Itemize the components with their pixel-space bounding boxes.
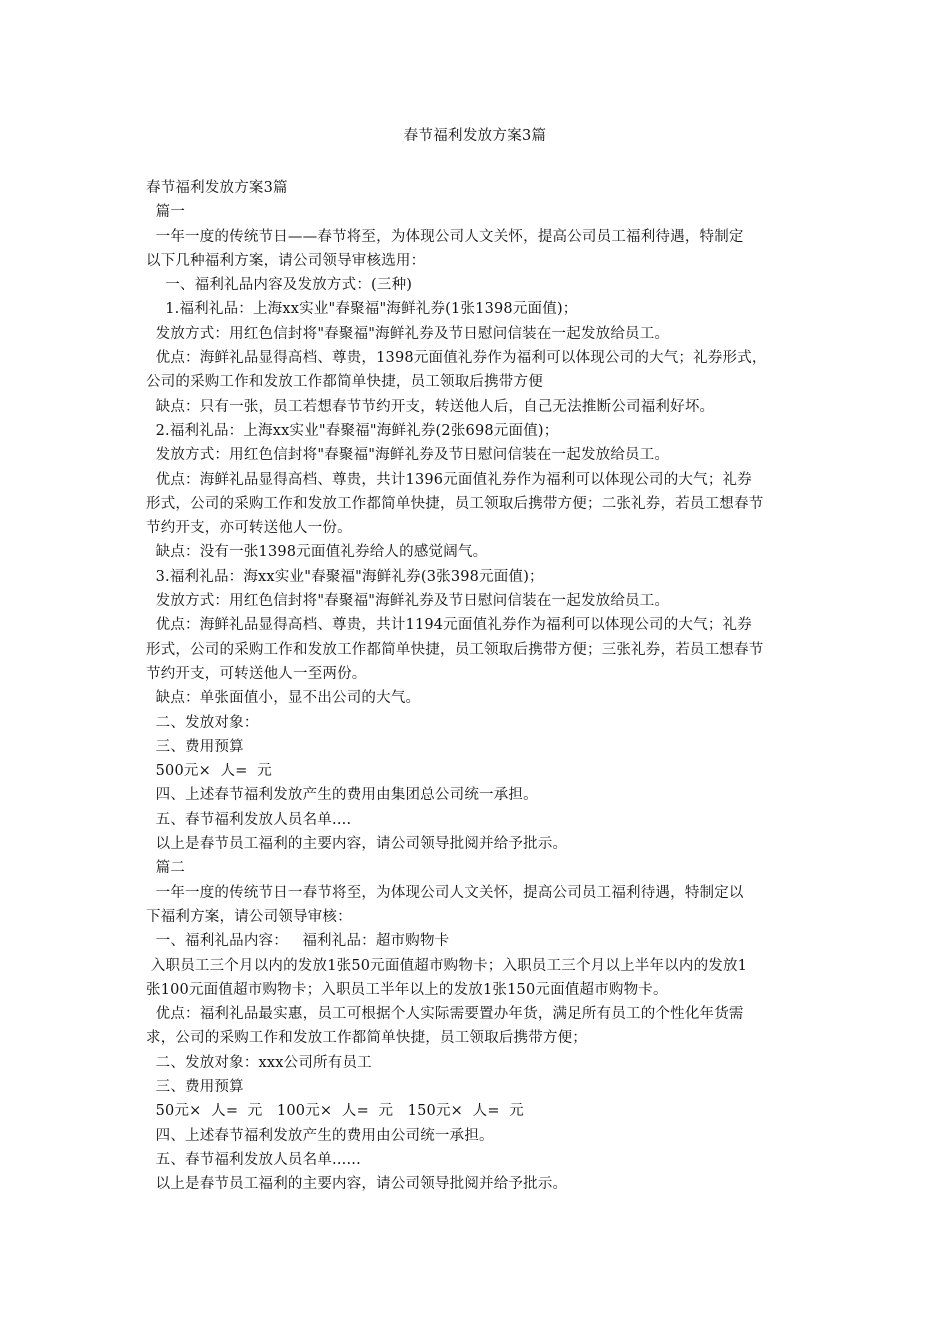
- body-line: 缺点：只有一张，员工若想春节节约开支，转送他人后，自己无法推断公司福利好坏。: [146, 398, 715, 415]
- document-title: 春节福利发放方案3篇: [403, 128, 547, 144]
- body-line: 三、费用预算: [146, 738, 244, 755]
- body-line: 优点：福利礼品最实惠，员工可根据个人实际需要置办年货，满足所有员工的个性化年货需: [146, 1006, 744, 1023]
- body-line: 节约开支，可转送他人一至两份。: [146, 665, 367, 682]
- body-line: 一、福利礼品内容： 福利礼品：超市购物卡: [146, 933, 450, 950]
- body-line: 优点：海鲜礼品显得高档、尊贵，共计1396元面值礼券作为福利可以体现公司的大气；礼券: [146, 471, 752, 488]
- body-line: 优点：海鲜礼品显得高档、尊贵，1398元面值礼券作为福利可以体现公司的大气；礼券形式，: [146, 350, 767, 367]
- body-line: 以上是春节员工福利的主要内容，请公司领导批阅并给予批示。: [146, 1176, 568, 1193]
- body-line: 求，公司的采购工作和发放工作都简单快捷，员工领取后携带方便；: [146, 1030, 587, 1047]
- body-line: 缺点：没有一张1398元面值礼券给人的感觉阔气。: [146, 544, 488, 561]
- body-line: 入职员工三个月以内的发放1张50元面值超市购物卡；入职员工三个月以上半年以内的发放1: [146, 957, 748, 974]
- body-line: 春节福利发放方案3篇: [146, 180, 288, 196]
- body-line: 三、费用预算: [146, 1078, 244, 1095]
- body-line: 发放方式：用红色信封将"春聚福"海鲜礼券及节日慰问信装在一起发放给员工。: [146, 593, 670, 610]
- body-line: 缺点：单张面值小，显不出公司的大气。: [146, 690, 421, 707]
- body-line: 以下几种福利方案，请公司领导审核选用：: [146, 252, 426, 269]
- body-line: 四、上述春节福利发放产生的费用由公司统一承担。: [146, 1127, 494, 1144]
- body-line: 张100元面值超市购物卡；入职员工半年以上的发放1张150元面值超市购物卡。: [146, 981, 668, 998]
- body-line: 500元× 人= 元: [146, 763, 272, 780]
- body-line: 形式，公司的采购工作和发放工作都简单快捷，员工领取后携带方便；二张礼券，若员工想春节: [146, 495, 764, 512]
- body-line: 五、春节福利发放人员名单......: [146, 1151, 361, 1168]
- body-line: 优点：海鲜礼品显得高档、尊贵，共计1194元面值礼券作为福利可以体现公司的大气；礼券: [146, 617, 752, 634]
- body-line: 2.福利礼品：上海xx实业"春聚福"海鲜礼券(2张698元面值)；: [146, 422, 559, 439]
- body-line: 五、春节福利发放人员名单....: [146, 811, 352, 828]
- body-line: 四、上述春节福利发放产生的费用由集团总公司统一承担。: [146, 787, 538, 804]
- body-line: 3.福利礼品：海xx实业"春聚福"海鲜礼券(3张398元面值)；: [146, 568, 544, 585]
- body-line: 二、发放对象：: [146, 714, 259, 731]
- body-line: 公司的采购工作和发放工作都简单快捷，员工领取后携带方便: [146, 374, 543, 391]
- body-line: 1.福利礼品：上海xx实业"春聚福"海鲜礼券(1张1398元面值)；: [146, 301, 578, 318]
- body-line: 二、发放对象：xxx公司所有员工: [146, 1054, 372, 1071]
- body-line: 一、福利礼品内容及发放方式：(三种): [146, 277, 413, 294]
- body-line: 节约开支，亦可转送他人一份。: [146, 520, 352, 537]
- body-line: 篇一: [146, 204, 186, 221]
- body-line: 以上是春节员工福利的主要内容，请公司领导批阅并给予批示。: [146, 836, 568, 853]
- body-line: 下福利方案，请公司领导审核：: [146, 908, 352, 925]
- document-body: [146, 176, 810, 1196]
- body-line: 50元× 人= 元 100元× 人= 元 150元× 人= 元: [146, 1103, 524, 1120]
- body-line: 篇二: [146, 860, 186, 877]
- body-line: 一年一度的传统节日一春节将至，为体现公司人文关怀，提高公司员工福利待遇，特制定以: [146, 884, 744, 901]
- body-line: 一年一度的传统节日——春节将至，为体现公司人文关怀，提高公司员工福利待遇，特制定: [146, 228, 744, 245]
- body-line: 发放方式：用红色信封将"春聚福"海鲜礼券及节日慰问信装在一起发放给员工。: [146, 325, 670, 342]
- body-line: 发放方式：用红色信封将"春聚福"海鲜礼券及节日慰问信装在一起发放给员工。: [146, 447, 670, 464]
- body-line: 形式，公司的采购工作和发放工作都简单快捷，员工领取后携带方便；三张礼券，若员工想春节: [146, 641, 764, 658]
